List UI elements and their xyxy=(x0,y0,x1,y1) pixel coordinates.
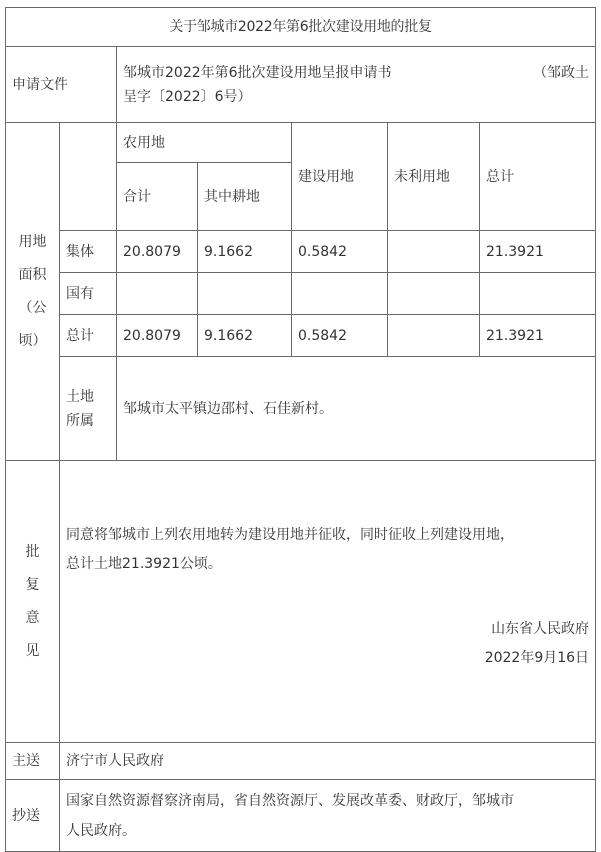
cc-line: 国家自然资源督察济南局，省自然资源厅、发展改革委、财政厅，邹城市 xyxy=(66,792,514,809)
cell-construction: 0.5842 xyxy=(292,231,388,273)
area-label-line: 面积 xyxy=(18,266,47,283)
land-location: 邹城市太平镇边邵村、石佳新村。 xyxy=(117,357,596,461)
area-label-line: 用地 xyxy=(18,233,47,250)
opinion-label-line: 批 xyxy=(25,543,40,560)
header-unused: 未利用地 xyxy=(388,123,480,231)
land-location-row xyxy=(6,357,596,461)
area-label-line: 顷） xyxy=(18,332,47,349)
header-construction: 建设用地 xyxy=(292,123,388,231)
issuer: 山东省人民政府 xyxy=(491,621,590,637)
application-cell xyxy=(117,47,596,123)
opinion-text: 总计土地21.3921公顷。 xyxy=(66,556,222,572)
cell-total: 21.3921 xyxy=(480,315,596,357)
area-label xyxy=(6,123,60,461)
cell-construction: 0.5842 xyxy=(292,315,388,357)
application-label: 申请文件 xyxy=(6,47,117,123)
land-label-line: 所属 xyxy=(66,412,94,429)
row-label: 集体 xyxy=(60,231,117,273)
opinion-label-line: 复 xyxy=(25,576,40,593)
header-arable: 其中耕地 xyxy=(198,163,292,231)
opinion-label-line: 意 xyxy=(25,609,40,626)
table-row xyxy=(6,315,596,357)
cell-unused xyxy=(388,273,480,315)
land-label xyxy=(60,357,117,461)
document-title: 关于邹城市2022年第6批次建设用地的批复 xyxy=(6,8,596,47)
table-row xyxy=(6,231,596,273)
application-row xyxy=(6,47,596,123)
application-ref-a: （邹政土 xyxy=(533,64,590,81)
cc-row xyxy=(6,780,596,852)
table-row xyxy=(6,273,596,315)
main-recipient-label: 主送 xyxy=(6,743,60,780)
opinion-label-line: 见 xyxy=(25,642,40,659)
cell-total xyxy=(480,273,596,315)
cell-subtotal: 20.8079 xyxy=(117,315,198,357)
application-ref-b: 呈字〔2022〕6号） xyxy=(123,88,252,105)
title-row xyxy=(6,8,596,47)
row-label: 总计 xyxy=(60,315,117,357)
cc-label: 抄送 xyxy=(6,780,60,852)
cell-arable xyxy=(198,273,292,315)
cell-unused xyxy=(388,231,480,273)
header-subtotal: 合计 xyxy=(117,163,198,231)
application-text: 邹城市2022年第6批次建设用地呈报申请书 xyxy=(123,64,392,81)
opinion-cell xyxy=(60,461,596,743)
blank-corner xyxy=(60,123,117,231)
cell-subtotal xyxy=(117,273,198,315)
approval-table xyxy=(5,7,596,852)
opinion-label xyxy=(6,461,60,743)
cell-construction xyxy=(292,273,388,315)
row-label: 国有 xyxy=(60,273,117,315)
cc-cell xyxy=(60,780,596,852)
cell-total: 21.3921 xyxy=(480,231,596,273)
main-recipient-row xyxy=(6,743,596,780)
land-label-line: 土地 xyxy=(66,388,94,405)
header-row-1 xyxy=(6,123,596,163)
area-label-line: （公 xyxy=(18,299,47,316)
issue-date: 2022年9月16日 xyxy=(484,650,590,666)
header-total: 总计 xyxy=(480,123,596,231)
main-recipient: 济宁市人民政府 xyxy=(60,743,596,780)
cell-unused xyxy=(388,315,480,357)
cell-arable: 9.1662 xyxy=(198,315,292,357)
cc-line: 人民政府。 xyxy=(66,822,136,839)
cell-subtotal: 20.8079 xyxy=(117,231,198,273)
opinion-row xyxy=(6,461,596,743)
cell-arable: 9.1662 xyxy=(198,231,292,273)
opinion-text: 同意将邹城市上列农用地转为建设用地并征收，同时征收上列建设用地， xyxy=(66,527,514,543)
header-agricultural: 农用地 xyxy=(117,123,292,163)
